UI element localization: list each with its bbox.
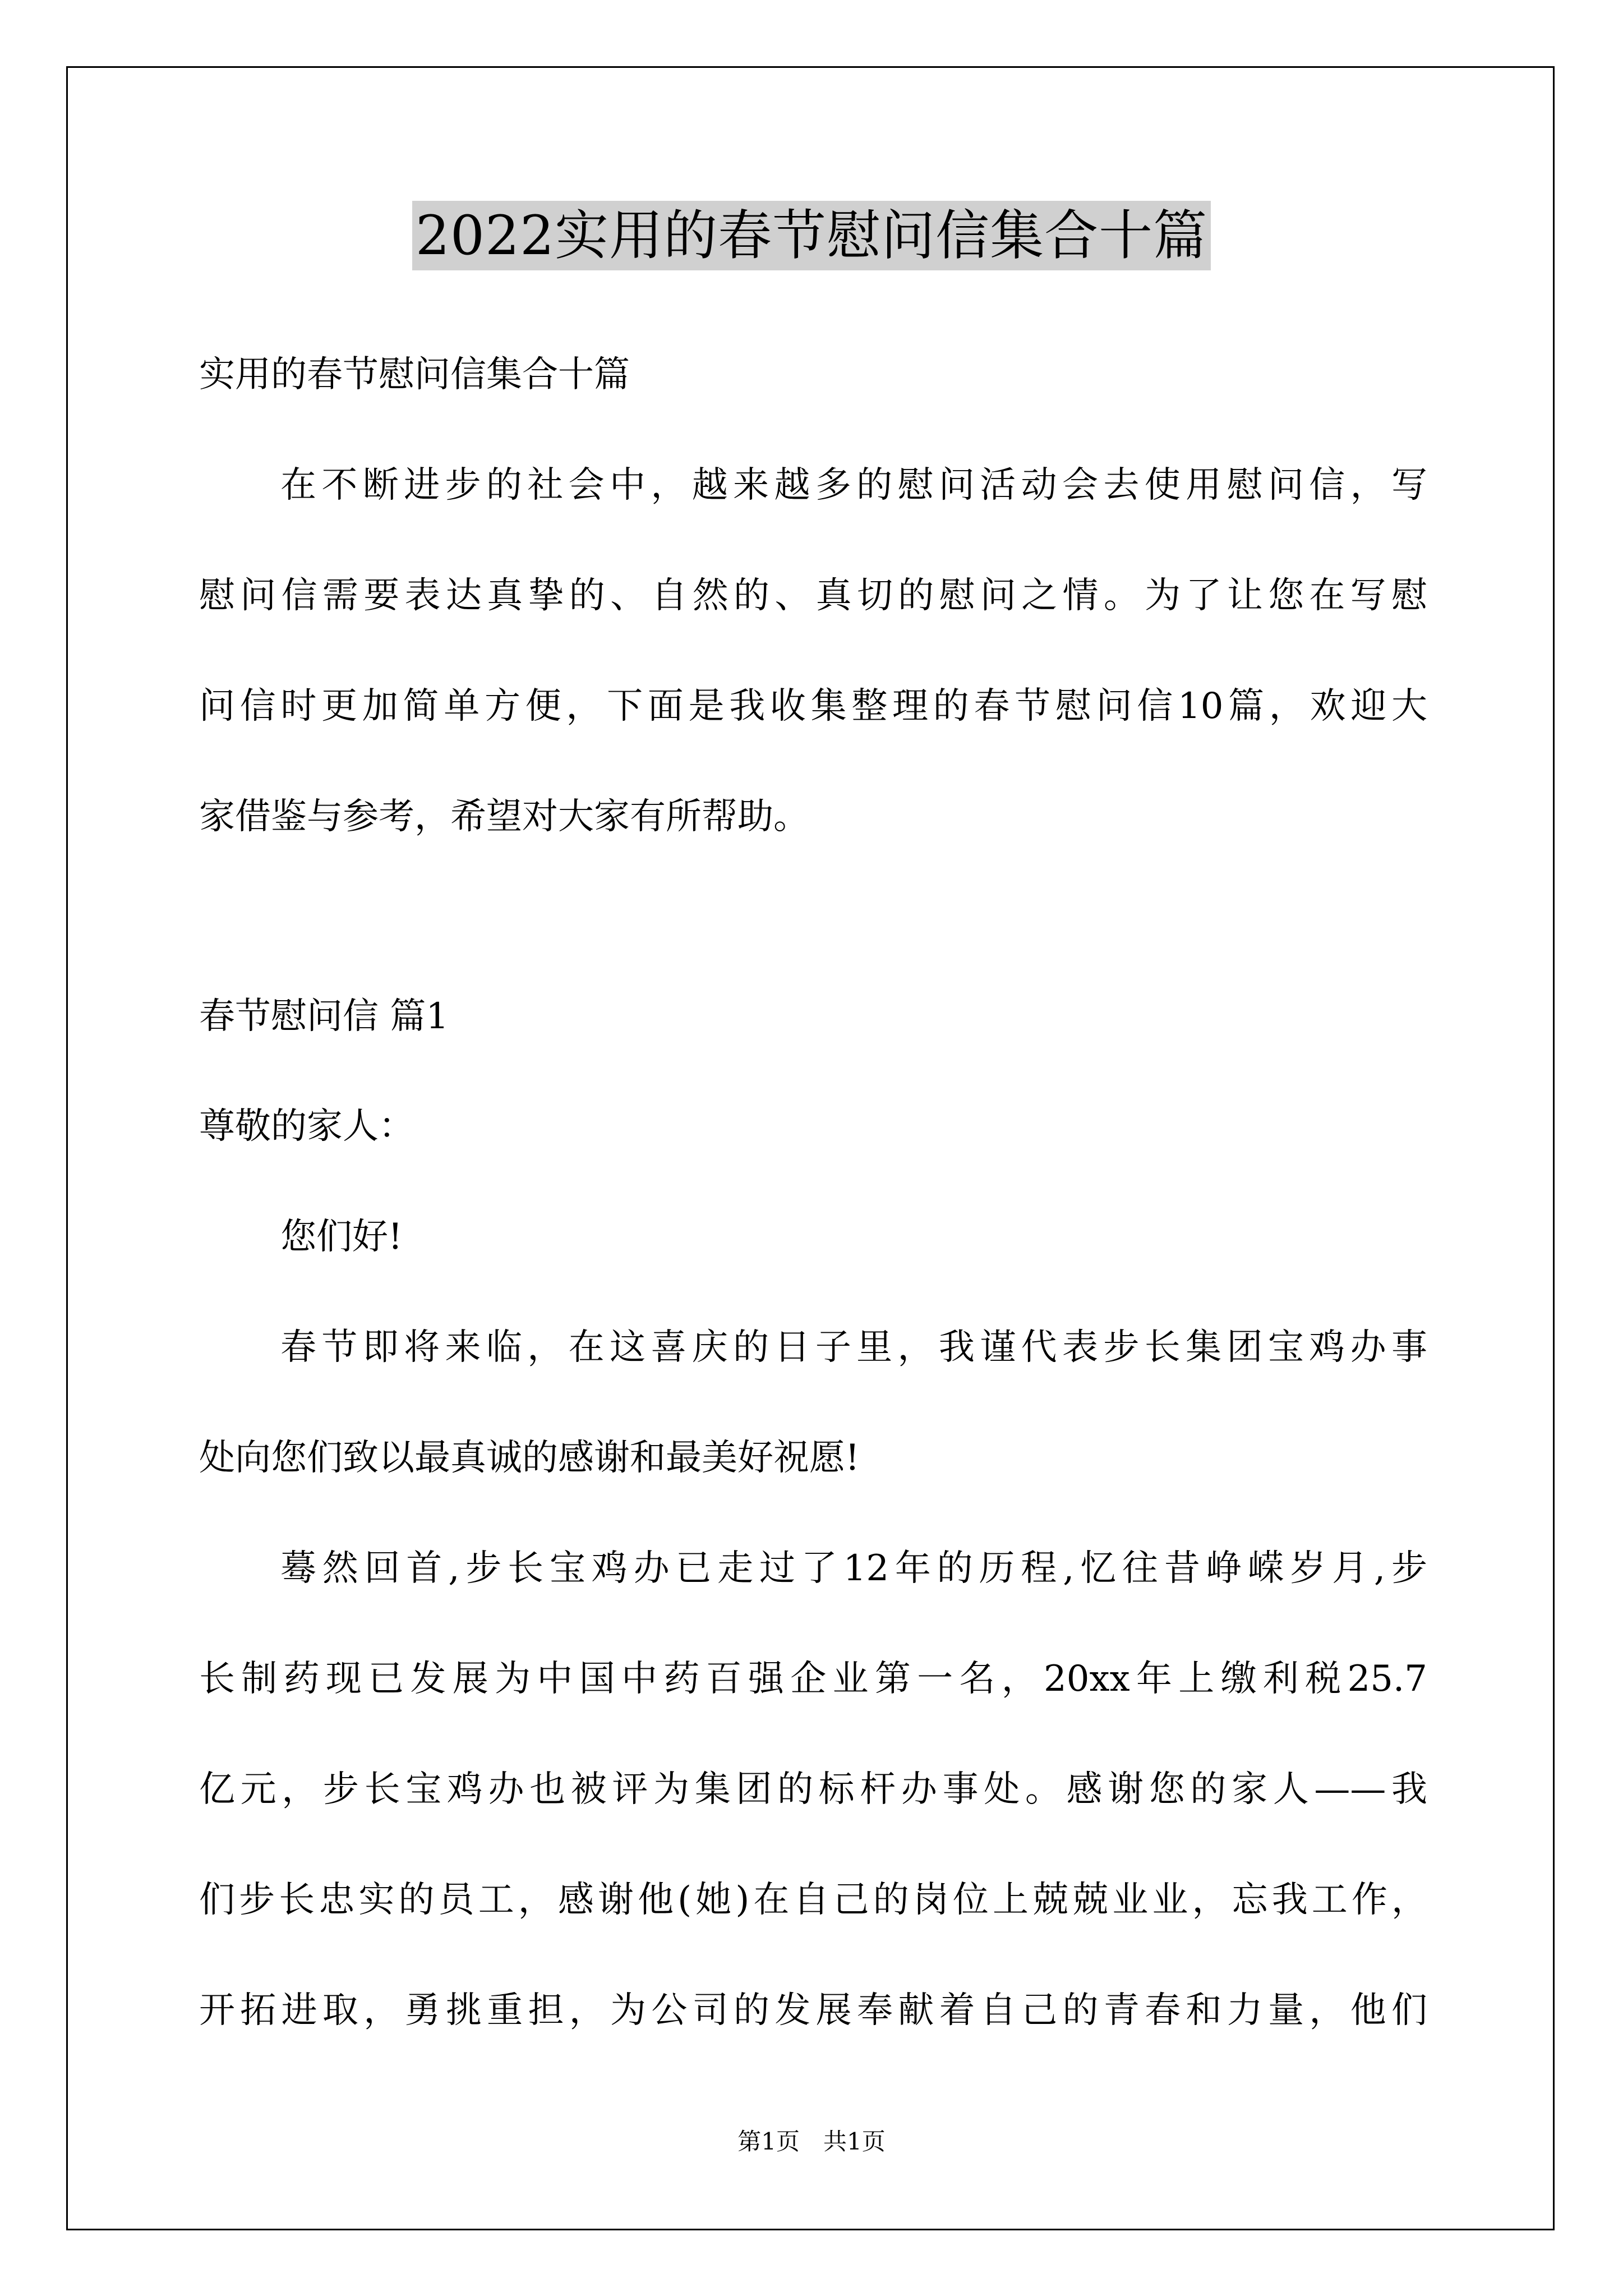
- para2-line-5: 开拓进取，勇挑重担，为公司的发展奉献着自己的青春和力量，他们: [199, 1990, 1427, 2031]
- intro-line-3: 问信时更加简单方便，下面是我收集整理的春节慰问信10篇，欢迎大: [199, 685, 1427, 727]
- para2-line-3: 亿元，步长宝鸡办也被评为集团的标杆办事处。感谢您的家人——我: [199, 1769, 1427, 1810]
- para1-line-1: 春节即将来临，在这喜庆的日子里，我谨代表步长集团宝鸡办事: [280, 1327, 1427, 1368]
- title-wrap: [0, 201, 1623, 270]
- section-heading: 春节慰问信 篇1: [199, 996, 449, 1037]
- para2-line-2: 长制药现已发展为中国中药百强企业第一名，20xx年上缴利税25.7: [199, 1658, 1427, 1700]
- document-subtitle: 实用的春节慰问信集合十篇: [199, 354, 630, 395]
- para2-line-1: 蓦然回首,步长宝鸡办已走过了12年的历程,忆往昔峥嵘岁月,步: [280, 1548, 1427, 1589]
- para2-line-4: 们步长忠实的员工，感谢他(她)在自己的岗位上兢兢业业，忘我工作，: [199, 1879, 1427, 1921]
- salutation: 尊敬的家人：: [199, 1106, 414, 1147]
- page-footer: 第1页 共1页: [737, 2128, 886, 2155]
- document-title: 2022实用的春节慰问信集合十篇: [412, 201, 1211, 270]
- intro-line-4: 家借鉴与参考，希望对大家有所帮助。: [199, 796, 809, 838]
- greeting: 您们好!: [280, 1216, 403, 1258]
- para1-line-2: 处向您们致以最真诚的感谢和最美好祝愿!: [199, 1437, 860, 1479]
- intro-line-2: 慰问信需要表达真挚的、自然的、真切的慰问之情。为了让您在写慰: [199, 575, 1427, 616]
- intro-line-1: 在不断进步的社会中，越来越多的慰问活动会去使用慰问信，写: [280, 464, 1427, 506]
